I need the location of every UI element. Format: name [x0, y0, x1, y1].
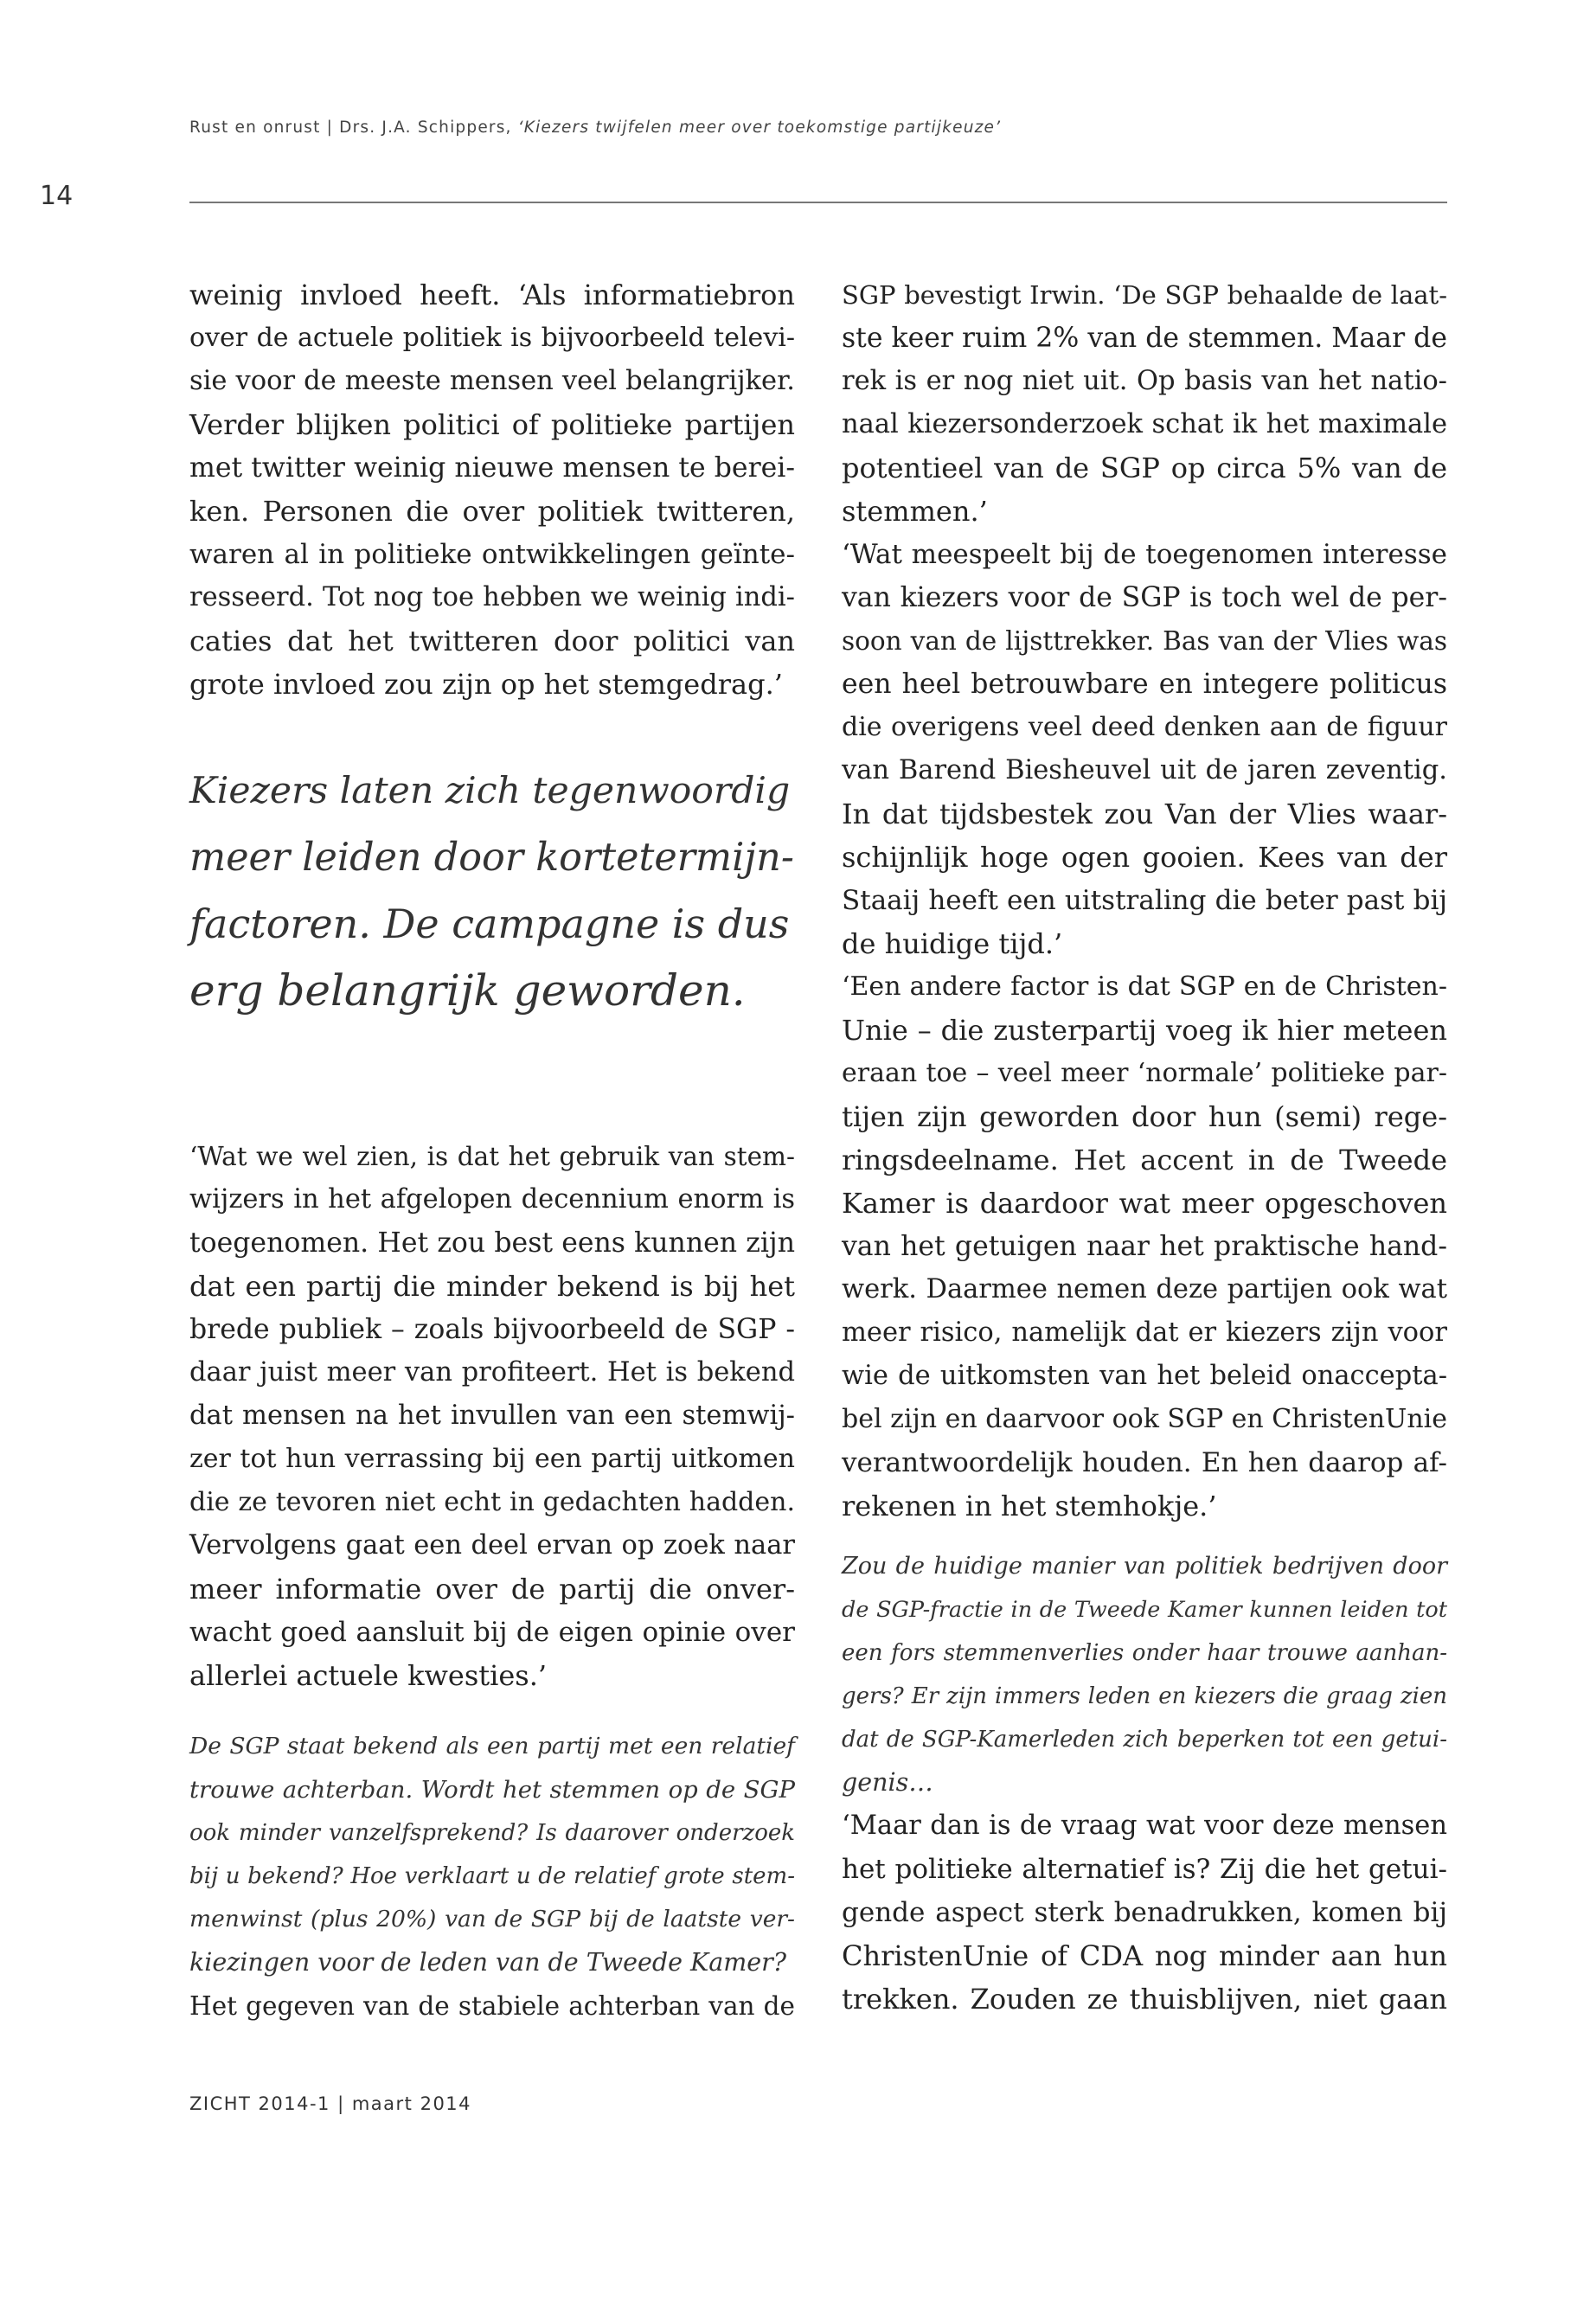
interview-question — [842, 1545, 1447, 1804]
question-line: genis… — [842, 1768, 933, 1797]
body-paragraph — [842, 965, 1447, 1528]
header-divider — [189, 202, 1447, 203]
text-line: potentieel van de SGP op circa 5% van de — [842, 452, 1447, 484]
question-line: trouwe achterban. Wordt het stemmen op de SGP — [189, 1776, 795, 1804]
text-line: stemmen.’ — [842, 495, 988, 528]
question-line: bij u bekend? Hoe verklaart u de relatief grote stem- — [189, 1863, 795, 1889]
text-line: van Barend Biesheuvel uit de jaren zeventig. — [842, 755, 1447, 785]
left-column — [189, 273, 795, 2028]
text-line: brede publiek – zoals bijvoorbeeld de SGP - — [189, 1314, 795, 1345]
text-line: resseerd. Tot nog toe hebben we weinig indi- — [189, 582, 795, 612]
question-line: dat de SGP-Kamerleden zich beperken tot een getui- — [842, 1727, 1447, 1753]
text-line: daar juist meer van profiteert. Het is bekend — [189, 1357, 795, 1388]
text-line: meer risico, namelijk dat er kiezers zijn voor — [842, 1317, 1447, 1348]
text-line: ‘Wat we wel zien, is dat het gebruik van stem- — [189, 1142, 795, 1171]
question-line: menwinst (plus 20%) van de SGP bij de laatste ver- — [189, 1906, 795, 1932]
pull-quote — [189, 758, 795, 1024]
text-line: caties dat het twitteren door politici van — [189, 625, 795, 657]
text-line: soon van de lijsttrekker. Bas van der Vlies was — [842, 626, 1447, 656]
question-line: De SGP staat bekend als een partij met een relatief — [189, 1733, 795, 1759]
text-line: weinig invloed heeft. ‘Als informatiebron — [189, 279, 795, 311]
text-line: wacht goed aansluit bij de eigen opinie over — [189, 1617, 795, 1648]
text-line: gende aspect sterk benadrukken, komen bij — [842, 1897, 1447, 1928]
spacer — [189, 1697, 795, 1725]
text-line: grote invloed zou zijn op het stemgedrag.’ — [189, 668, 783, 701]
body-paragraph — [189, 1984, 795, 2028]
question-line: de SGP-fractie in de Tweede Kamer kunnen leiden tot — [842, 1597, 1447, 1623]
text-line: dat mensen na het invullen van een stemwij- — [189, 1400, 795, 1431]
question-line: een fors stemmenverlies onder haar trouwe aanhan- — [842, 1640, 1447, 1666]
text-line: over de actuele politiek is bijvoorbeeld televi- — [189, 323, 795, 353]
text-line: ‘Een andere factor is dat SGP en de Christen- — [842, 971, 1447, 1002]
running-header — [189, 119, 1001, 137]
text-line: ‘Maar dan is de vraag wat voor deze mensen — [842, 1811, 1447, 1841]
spacer — [842, 1528, 1447, 1545]
text-line: Verder blijken politici of politieke partijen — [189, 408, 795, 441]
text-line: trekken. Zouden ze thuisblijven, niet gaan — [842, 1983, 1447, 2016]
text-line: een heel betrouwbare en integere politicus — [842, 669, 1447, 700]
text-line: wijzers in het afgelopen decennium enorm is — [189, 1184, 795, 1215]
text-line: meer informatie over de partij die onver- — [189, 1573, 795, 1606]
text-line: met twitter weinig nieuwe mensen te berei- — [189, 452, 795, 484]
text-line: ChristenUnie of CDA nog minder aan hun — [842, 1939, 1447, 1972]
body-paragraph — [189, 1135, 795, 1697]
right-column — [842, 273, 1447, 2021]
text-line: de huidige tijd.’ — [842, 927, 1063, 960]
text-line: rekenen in het stemhokje.’ — [842, 1490, 1217, 1522]
text-line: wie de uitkomsten van het beleid onaccepta- — [842, 1361, 1447, 1391]
pull-quote-line: erg belangrijk geworden. — [189, 965, 746, 1016]
text-line: naal kiezersonderzoek schat ik het maximale — [842, 409, 1447, 439]
text-line: tijen zijn geworden door hun (semi) rege- — [842, 1100, 1447, 1133]
text-line: SGP bevestigt Irwin. ‘De SGP behaalde de laat- — [842, 280, 1447, 310]
spacer — [189, 1024, 795, 1135]
text-line: dat een partij die minder bekend is bij het — [189, 1270, 795, 1303]
body-paragraph — [842, 533, 1447, 965]
text-line: eraan toe – veel meer ‘normale’ politieke par- — [842, 1058, 1447, 1088]
pull-quote-line: factoren. De campagne is dus — [189, 901, 790, 947]
text-line: ken. Personen die over politiek twitteren, — [189, 495, 795, 528]
text-line: sie voor de meeste mensen veel belangrijker. — [189, 366, 795, 396]
text-line: In dat tijdsbestek zou Van der Vlies waar- — [842, 798, 1447, 830]
question-line: gers? Er zijn immers leden en kiezers die graag zien — [842, 1683, 1447, 1709]
text-line: van kiezers voor de SGP is toch wel de per- — [842, 582, 1447, 613]
body-paragraph — [842, 273, 1447, 533]
question-line: Zou de huidige manier van politiek bedrijven door — [842, 1553, 1447, 1580]
text-line: ringsdeelname. Het accent in de Tweede — [842, 1144, 1447, 1176]
pull-quote-line: Kiezers laten zich tegenwoordig — [189, 770, 791, 812]
running-header-plain: Rust en onrust | Drs. J.A. Schippers, — [189, 119, 518, 137]
page-footer: ZICHT 2014-1 | maart 2014 — [189, 2093, 472, 2114]
text-line: ‘Wat meespeelt bij de toegenomen interesse — [842, 539, 1447, 570]
interview-question — [189, 1725, 795, 1984]
text-line: Unie – die zusterpartij voeg ik hier meteen — [842, 1014, 1447, 1047]
text-line: verantwoordelijk houden. En hen daarop af- — [842, 1447, 1447, 1478]
text-line: die ze tevoren niet echt in gedachten hadden. — [189, 1487, 795, 1517]
text-line: ste keer ruim 2% van de stemmen. Maar de — [842, 323, 1447, 354]
text-line: Vervolgens gaat een deel ervan op zoek naar — [189, 1530, 795, 1561]
text-line: schijnlijk hoge ogen gooien. Kees van der — [842, 841, 1447, 874]
running-header-article-title: ‘Kiezers twijfelen meer over toekomstige partijkeuze’ — [517, 119, 1002, 137]
text-line: waren al in politieke ontwikkelingen geïnte- — [189, 539, 795, 570]
question-line: ook minder vanzelfsprekend? Is daarover onderzoek — [189, 1820, 795, 1846]
text-line: allerlei actuele kwesties.’ — [189, 1659, 548, 1692]
text-line: die overigens veel deed denken aan de figuur — [842, 712, 1447, 742]
text-line: het politieke alternatief is? Zij die het getui- — [842, 1854, 1447, 1885]
pull-quote-line: meer leiden door kortetermijn- — [189, 836, 794, 880]
text-line: rek is er nog niet uit. Op basis van het natio- — [842, 366, 1447, 396]
text-line: bel zijn en daarvoor ook SGP en ChristenUnie — [842, 1404, 1447, 1434]
text-line: Kamer is daardoor wat meer opgeschoven — [842, 1187, 1447, 1220]
text-line: van het getuigen naar het praktische hand- — [842, 1231, 1447, 1262]
text-line: werk. Daarmee nemen deze partijen ook wat — [842, 1274, 1447, 1304]
page-number: 14 — [40, 181, 74, 211]
text-line: Staaij heeft een uitstraling die beter past bij — [842, 885, 1447, 916]
text-line: Het gegeven van de stabiele achterban van de — [189, 1991, 795, 2021]
body-paragraph — [842, 1804, 1447, 2021]
text-line: zer tot hun verrassing bij een partij uitkomen — [189, 1444, 795, 1474]
text-line: toegenomen. Het zou best eens kunnen zijn — [189, 1227, 795, 1259]
question-line: kiezingen voor de leden van de Tweede Kamer? — [189, 1948, 787, 1977]
body-paragraph — [189, 273, 795, 706]
